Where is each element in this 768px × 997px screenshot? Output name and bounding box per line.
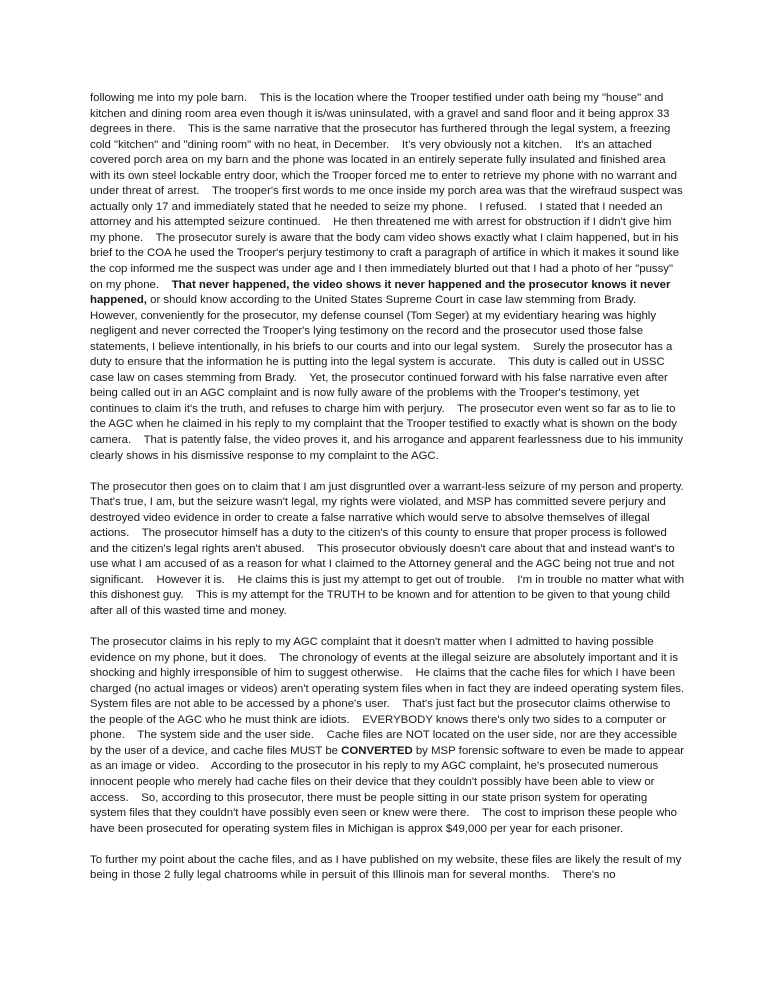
paragraph-4: [90, 853, 686, 884]
paragraph-3: [90, 635, 697, 837]
text-segment: To further my point about the cache files, and as I have published on my website, these files are likely the result of my being in those 2 fully legal chatrooms while in persuit of this Illinois man for several months. There's no: [90, 853, 685, 882]
text-segment: The prosecutor then goes on to claim that I am just disgruntled over a warrant-less seizure of my person and property. That's true, I am, but the seizure wasn't legal, my rights were violated, and MSP has committed severe perjury and destroyed video evidence in order to create a false narrative which would serve to absolve themselves of illegal actions. The prosecutor himself has a duty to the citizen's of this county to ensure that proper process is followed and the citizen's legal rights aren't abused. This prosecutor obviously doesn't care about that and instead want's to use what I am accused of as a reason for what I claimed to the Attorney general and the AGC being not true and not significant. However it is. He claims this is just my attempt to get out of trouble. I'm in trouble no matter what with this dishonest guy. This is my attempt for the TRUTH to be known and for attention to be given to that young child after all of this wasted time and money.: [90, 480, 697, 617]
text-segment: following me into my pole barn. This is the location where the Trooper testified under oath being my "house" and kitchen and dining room area even though it is/was uninsulated, with a gravel and sand floor and it being approx 33 degrees in there. This is the same narrative that the prosecutor has furthered through the legal system, a freezing cold "kitchen" and "dining room" with no heat, in December. It's very obviously not a kitchen. It's an attached covered porch area on my barn and the phone was located in an entirely seperate fully insulated and finished area with its own steel lockable entry door, which the Trooper forced me to enter to retrieve my phone with no warrant and under threat of arrest. The trooper's first words to me once inside my porch area was that the wirefraud suspect was actually only 17 and immediately stated that he needed to seize my phone. I refused. I stated that I needed an attorney and his attempted seizure continued. He then threatened me with arrest for obstruction if I didn't give him my phone. The prosecutor surely is aware that the body cam video shows exactly what I claim happened, but in his brief to the COA he used the Trooper's perjury testimony to craft a paragraph of artifice in which it makes it sound like the cop informed me the suspect was under age and I then immediately blurted out that I had a photo of her "pussy" on my phone.: [90, 92, 686, 291]
text-segment: The prosecutor claims in his reply to my AGC complaint that it doesn't matter when I admitted to having possible evidence on my phone, but it does. The chronology of events at the illegal seizure are absolutely important and it is shocking and highly irresponsible of him to suggest otherwise. He claims that the cache files for which I have been charged (no actual images or videos) aren't operating system files when in fact they are indeed operating system files. System files are not able to be accessed by a phone's user. That's just fact but the prosecutor claims otherwise to the people of the AGC who he must think are idiots. EVERYBODY knows there's only two sides to a computer or phone. The system side and the user side. Cache files are NOT located on the user side, nor are they accessible by the user of a device, and cache files MUST be: [90, 636, 697, 757]
document-page: [90, 91, 697, 899]
bold-text-segment: CONVERTED: [341, 744, 413, 757]
text-segment: or should know according to the United States Supreme Court in case law stemming from Brady. However, conveniently for the prosecutor, my defense counsel (Tom Seger) at my evidentiary hearing was highly negligent and never corrected the Trooper's lying testimony on the record and the prosecutor used those false statements, I believe intentionally, in his briefs to our courts and into our legal system. Surely the prosecutor has a duty to ensure that the information he is putting into the legal system is accurate. This duty is called out in USSC case law on cases stemming from Brady. Yet, the prosecutor continued forward with his false narrative even after being called out in an AGC complaint and is now fully aware of the problems with the Trooper's testimony, yet continues to claim it's the truth, and refuses to charge him with perjury. The prosecutor even went so far as to lie to the AGC when he claimed in his reply to my complaint that the Trooper testified to exactly what is shown on the body camera. That is patently false, the video proves it, and his arrogance and apparent fearlessness due to his immunity clearly shows in his dismissive response to my complaint to the AGC.: [90, 294, 687, 462]
paragraph-1: [90, 91, 686, 464]
bold-text-segment: That never happened, the video shows it never happened and the prosecutor knows it never happened,: [90, 278, 674, 307]
text-segment: by MSP forensic software to even be made to appear as an image or video. According to the prosecutor in his reply to my AGC complaint, he's prosecuted numerous innocent people who merely had cache files on their device that they couldn't possibly have been able to view or access. So, according to this prosecutor, there must be people sitting in our state prison system for operating system files that they couldn't have possibly even seen or knew were there. The cost to imprison these people who have been prosecuted for operating system files in Michigan is approx $49,000 per year for each prisoner.: [90, 744, 688, 835]
paragraph-2: [90, 480, 697, 620]
